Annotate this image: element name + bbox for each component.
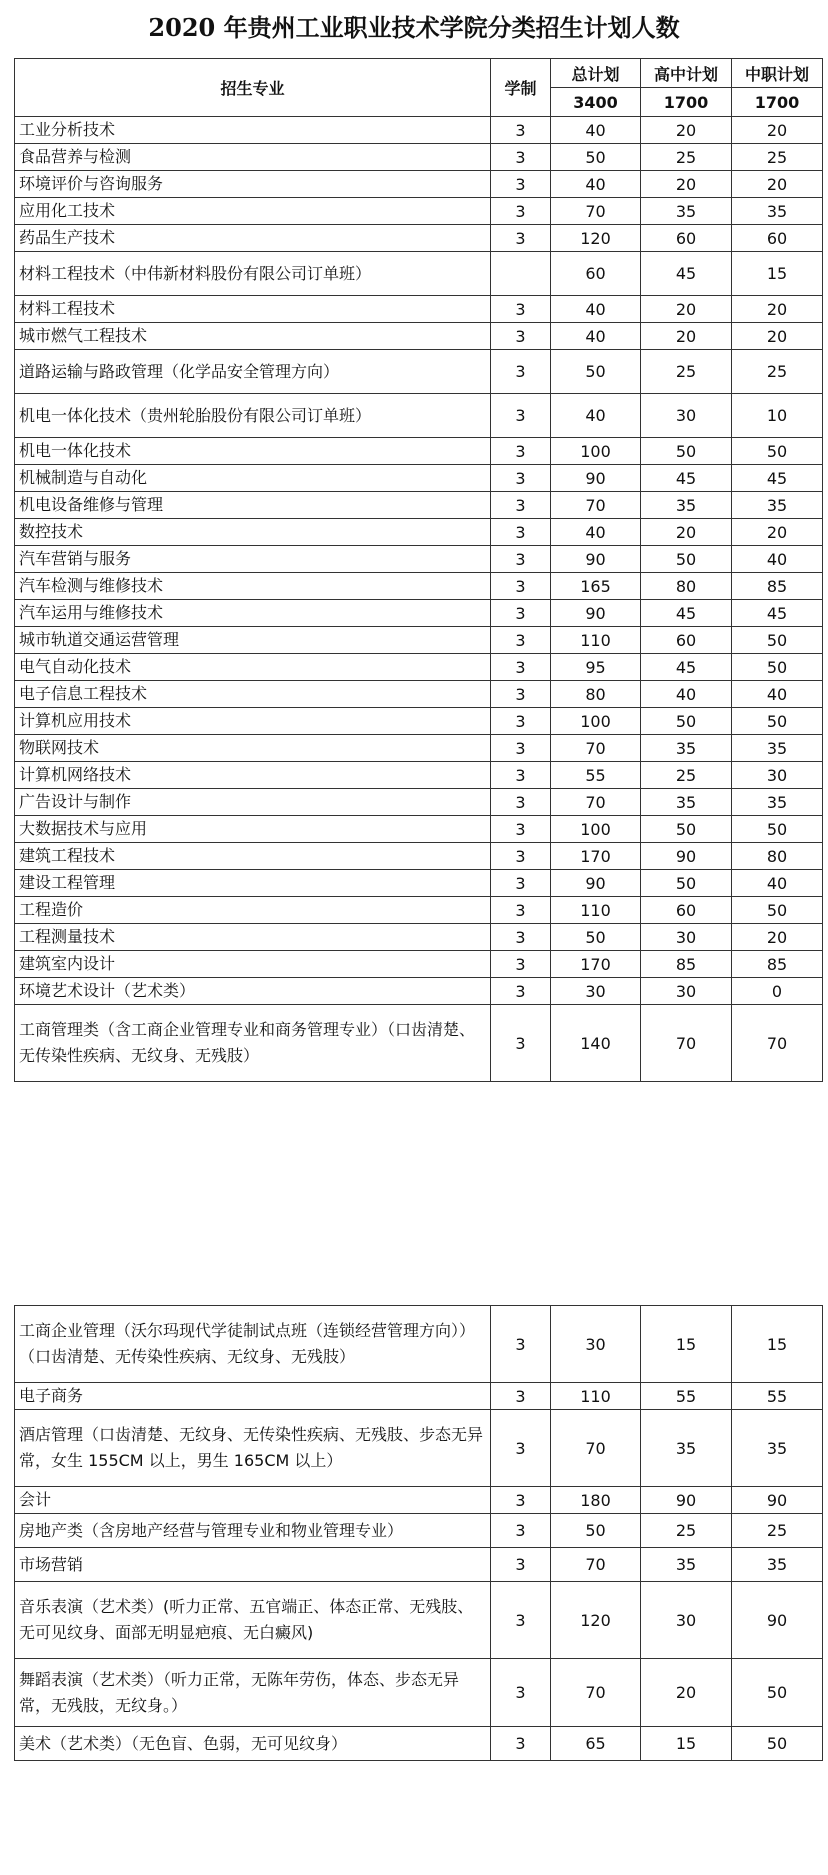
table-row — [15, 252, 823, 296]
major-cell: 汽车运用与维修技术 — [15, 600, 491, 627]
table-row — [15, 350, 823, 394]
total-cell: 40 — [551, 171, 641, 198]
vocational-cell: 35 — [732, 492, 823, 519]
major-cell: 应用化工技术 — [15, 198, 491, 225]
high-school-cell: 50 — [641, 708, 732, 735]
total-cell: 70 — [551, 789, 641, 816]
high-school-cell: 35 — [641, 198, 732, 225]
table-row — [15, 117, 823, 144]
total-cell: 80 — [551, 681, 641, 708]
table-row — [15, 816, 823, 843]
duration-cell: 3 — [491, 1005, 551, 1082]
high-school-cell: 20 — [641, 519, 732, 546]
header-high-school: 高中计划 — [641, 59, 732, 88]
vocational-cell: 50 — [732, 1659, 823, 1727]
high-school-cell: 40 — [641, 681, 732, 708]
high-school-cell: 70 — [641, 1005, 732, 1082]
duration-cell: 3 — [491, 1548, 551, 1582]
table-row — [15, 171, 823, 198]
vocational-cell: 80 — [732, 843, 823, 870]
table-row — [15, 1727, 823, 1761]
high-school-cell: 85 — [641, 951, 732, 978]
high-school-cell: 20 — [641, 1659, 732, 1727]
high-school-cell: 30 — [641, 394, 732, 438]
table-row — [15, 735, 823, 762]
table-row — [15, 627, 823, 654]
high-school-cell: 45 — [641, 600, 732, 627]
major-cell: 机电一体化技术 — [15, 438, 491, 465]
duration-cell: 3 — [491, 600, 551, 627]
vocational-cell: 30 — [732, 762, 823, 789]
duration-cell: 3 — [491, 492, 551, 519]
header-high-sum: 1700 — [641, 88, 732, 117]
duration-cell: 3 — [491, 978, 551, 1005]
total-cell: 40 — [551, 519, 641, 546]
high-school-cell: 50 — [641, 816, 732, 843]
total-cell: 170 — [551, 951, 641, 978]
major-cell: 数控技术 — [15, 519, 491, 546]
high-school-cell: 90 — [641, 1487, 732, 1514]
high-school-cell: 15 — [641, 1306, 732, 1383]
duration-cell: 3 — [491, 1487, 551, 1514]
total-cell: 100 — [551, 708, 641, 735]
duration-cell: 3 — [491, 897, 551, 924]
total-cell: 50 — [551, 1514, 641, 1548]
duration-cell: 3 — [491, 870, 551, 897]
total-cell: 110 — [551, 1383, 641, 1410]
table-row — [15, 897, 823, 924]
vocational-cell: 50 — [732, 897, 823, 924]
vocational-cell: 25 — [732, 144, 823, 171]
table-row — [15, 519, 823, 546]
total-cell: 170 — [551, 843, 641, 870]
header-major: 招生专业 — [15, 59, 491, 117]
total-cell: 50 — [551, 350, 641, 394]
total-cell: 40 — [551, 394, 641, 438]
vocational-cell: 15 — [732, 1306, 823, 1383]
duration-cell: 3 — [491, 519, 551, 546]
major-cell: 环境艺术设计（艺术类） — [15, 978, 491, 1005]
total-cell: 120 — [551, 1582, 641, 1659]
vocational-cell: 45 — [732, 465, 823, 492]
vocational-cell: 40 — [732, 546, 823, 573]
table-row — [15, 708, 823, 735]
major-cell: 汽车营销与服务 — [15, 546, 491, 573]
major-cell: 药品生产技术 — [15, 225, 491, 252]
high-school-cell: 25 — [641, 1514, 732, 1548]
total-cell: 70 — [551, 1548, 641, 1582]
total-cell: 140 — [551, 1005, 641, 1082]
duration-cell: 3 — [491, 1659, 551, 1727]
table-row — [15, 394, 823, 438]
major-cell: 美术（艺术类）（无色盲、色弱，无可见纹身） — [15, 1727, 491, 1761]
duration-cell: 3 — [491, 924, 551, 951]
duration-cell: 3 — [491, 1383, 551, 1410]
total-cell: 180 — [551, 1487, 641, 1514]
vocational-cell: 40 — [732, 681, 823, 708]
table-row — [15, 1582, 823, 1659]
total-cell: 70 — [551, 1410, 641, 1487]
major-cell: 道路运输与路政管理（化学品安全管理方向） — [15, 350, 491, 394]
total-cell: 40 — [551, 296, 641, 323]
major-cell: 环境评价与咨询服务 — [15, 171, 491, 198]
duration-cell: 3 — [491, 789, 551, 816]
major-cell: 工业分析技术 — [15, 117, 491, 144]
high-school-cell: 80 — [641, 573, 732, 600]
total-cell: 50 — [551, 144, 641, 171]
duration-cell: 3 — [491, 654, 551, 681]
total-cell: 90 — [551, 870, 641, 897]
duration-cell: 3 — [491, 144, 551, 171]
vocational-cell: 50 — [732, 627, 823, 654]
major-cell: 材料工程技术 — [15, 296, 491, 323]
duration-cell: 3 — [491, 350, 551, 394]
major-cell: 食品营养与检测 — [15, 144, 491, 171]
table-row — [15, 1548, 823, 1582]
duration-cell: 3 — [491, 465, 551, 492]
vocational-cell: 50 — [732, 438, 823, 465]
major-cell: 建筑室内设计 — [15, 951, 491, 978]
vocational-cell: 60 — [732, 225, 823, 252]
vocational-cell: 45 — [732, 600, 823, 627]
total-cell: 120 — [551, 225, 641, 252]
major-cell: 工商企业管理（沃尔玛现代学徒制试点班（连锁经营管理方向））（口齿清楚、无传染性疾病、无纹身、无残肢） — [15, 1306, 491, 1383]
major-cell: 机电设备维修与管理 — [15, 492, 491, 519]
vocational-cell: 20 — [732, 519, 823, 546]
table-row — [15, 1514, 823, 1548]
major-cell: 电子信息工程技术 — [15, 681, 491, 708]
total-cell: 90 — [551, 600, 641, 627]
high-school-cell: 25 — [641, 762, 732, 789]
table-row — [15, 951, 823, 978]
table-row — [15, 198, 823, 225]
page-title: 2020 年贵州工业职业技术学院分类招生计划人数 — [148, 13, 680, 42]
duration-cell: 3 — [491, 1582, 551, 1659]
major-cell: 城市燃气工程技术 — [15, 323, 491, 350]
duration-cell: 3 — [491, 627, 551, 654]
duration-cell: 3 — [491, 1514, 551, 1548]
vocational-cell: 40 — [732, 870, 823, 897]
vocational-cell: 15 — [732, 252, 823, 296]
duration-cell: 3 — [491, 171, 551, 198]
duration-cell: 3 — [491, 735, 551, 762]
major-cell: 物联网技术 — [15, 735, 491, 762]
total-cell: 165 — [551, 573, 641, 600]
table-row — [15, 438, 823, 465]
header-vocational: 中职计划 — [732, 59, 823, 88]
table-row — [15, 789, 823, 816]
vocational-cell: 50 — [732, 708, 823, 735]
high-school-cell: 55 — [641, 1383, 732, 1410]
major-cell: 建筑工程技术 — [15, 843, 491, 870]
table-row — [15, 1005, 823, 1082]
high-school-cell: 20 — [641, 296, 732, 323]
duration-cell: 3 — [491, 681, 551, 708]
vocational-cell: 50 — [732, 654, 823, 681]
duration-cell: 3 — [491, 546, 551, 573]
header-total: 总计划 — [551, 59, 641, 88]
duration-cell: 3 — [491, 438, 551, 465]
duration-cell: 3 — [491, 1727, 551, 1761]
high-school-cell: 20 — [641, 171, 732, 198]
total-cell: 30 — [551, 1306, 641, 1383]
vocational-cell: 20 — [732, 296, 823, 323]
table-row — [15, 492, 823, 519]
table-row — [15, 1306, 823, 1383]
high-school-cell: 50 — [641, 870, 732, 897]
vocational-cell: 25 — [732, 1514, 823, 1548]
major-cell: 房地产类（含房地产经营与管理专业和物业管理专业） — [15, 1514, 491, 1548]
total-cell: 100 — [551, 438, 641, 465]
total-cell: 40 — [551, 117, 641, 144]
total-cell: 55 — [551, 762, 641, 789]
high-school-cell: 50 — [641, 546, 732, 573]
vocational-cell: 20 — [732, 323, 823, 350]
duration-cell: 3 — [491, 1410, 551, 1487]
major-cell: 机电一体化技术（贵州轮胎股份有限公司订单班） — [15, 394, 491, 438]
high-school-cell: 60 — [641, 627, 732, 654]
major-cell: 城市轨道交通运营管理 — [15, 627, 491, 654]
total-cell: 40 — [551, 323, 641, 350]
total-cell: 100 — [551, 816, 641, 843]
major-cell: 工商管理类（含工商企业管理专业和商务管理专业）（口齿清楚、无传染性疾病、无纹身、无残肢） — [15, 1005, 491, 1082]
header-duration: 学制 — [491, 59, 551, 117]
total-cell: 50 — [551, 924, 641, 951]
major-cell: 建设工程管理 — [15, 870, 491, 897]
duration-cell: 3 — [491, 762, 551, 789]
major-cell: 市场营销 — [15, 1548, 491, 1582]
table-row — [15, 144, 823, 171]
high-school-cell: 15 — [641, 1727, 732, 1761]
major-cell: 工程造价 — [15, 897, 491, 924]
high-school-cell: 60 — [641, 897, 732, 924]
total-cell: 70 — [551, 735, 641, 762]
vocational-cell: 90 — [732, 1582, 823, 1659]
major-cell: 计算机应用技术 — [15, 708, 491, 735]
vocational-cell: 90 — [732, 1487, 823, 1514]
duration-cell: 3 — [491, 394, 551, 438]
table-row — [15, 296, 823, 323]
major-cell: 计算机网络技术 — [15, 762, 491, 789]
duration-cell: 3 — [491, 573, 551, 600]
duration-cell: 3 — [491, 816, 551, 843]
table-row — [15, 681, 823, 708]
high-school-cell: 45 — [641, 654, 732, 681]
total-cell: 70 — [551, 1659, 641, 1727]
enrollment-table-1 — [14, 58, 823, 1082]
high-school-cell: 20 — [641, 117, 732, 144]
vocational-cell: 35 — [732, 789, 823, 816]
table-row — [15, 225, 823, 252]
high-school-cell: 45 — [641, 252, 732, 296]
duration-cell — [491, 252, 551, 296]
high-school-cell: 35 — [641, 735, 732, 762]
vocational-cell: 0 — [732, 978, 823, 1005]
high-school-cell: 25 — [641, 144, 732, 171]
major-cell: 音乐表演（艺术类）(听力正常、五官端正、体态正常、无残肢、无可见纹身、面部无明显疤痕、无白癜风) — [15, 1582, 491, 1659]
total-cell: 90 — [551, 465, 641, 492]
duration-cell: 3 — [491, 843, 551, 870]
major-cell: 酒店管理（口齿清楚、无纹身、无传染性疾病、无残肢、步态无异常，女生 155CM 以上，男生 165CM 以上） — [15, 1410, 491, 1487]
vocational-cell: 20 — [732, 171, 823, 198]
vocational-cell: 20 — [732, 117, 823, 144]
table-row — [15, 323, 823, 350]
high-school-cell: 35 — [641, 492, 732, 519]
high-school-cell: 30 — [641, 924, 732, 951]
high-school-cell: 20 — [641, 323, 732, 350]
high-school-cell: 35 — [641, 1548, 732, 1582]
total-cell: 70 — [551, 492, 641, 519]
vocational-cell: 85 — [732, 573, 823, 600]
total-cell: 110 — [551, 897, 641, 924]
table-row — [15, 465, 823, 492]
table-row — [15, 1487, 823, 1514]
total-cell: 65 — [551, 1727, 641, 1761]
major-cell: 电子商务 — [15, 1383, 491, 1410]
major-cell: 会计 — [15, 1487, 491, 1514]
major-cell: 材料工程技术（中伟新材料股份有限公司订单班） — [15, 252, 491, 296]
duration-cell: 3 — [491, 296, 551, 323]
major-cell: 舞蹈表演（艺术类）（听力正常，无陈年劳伤，体态、步态无异常，无残肢，无纹身。） — [15, 1659, 491, 1727]
table-row — [15, 1410, 823, 1487]
table-row — [15, 546, 823, 573]
duration-cell: 3 — [491, 225, 551, 252]
high-school-cell: 90 — [641, 843, 732, 870]
major-cell: 汽车检测与维修技术 — [15, 573, 491, 600]
high-school-cell: 35 — [641, 1410, 732, 1487]
vocational-cell: 70 — [732, 1005, 823, 1082]
table-row — [15, 600, 823, 627]
table-row — [15, 1383, 823, 1410]
total-cell: 90 — [551, 546, 641, 573]
major-cell: 工程测量技术 — [15, 924, 491, 951]
major-cell: 机械制造与自动化 — [15, 465, 491, 492]
vocational-cell: 55 — [732, 1383, 823, 1410]
high-school-cell: 30 — [641, 1582, 732, 1659]
table-row — [15, 978, 823, 1005]
major-cell: 电气自动化技术 — [15, 654, 491, 681]
duration-cell: 3 — [491, 117, 551, 144]
enrollment-table-2 — [14, 1305, 823, 1761]
header-voc-sum: 1700 — [732, 88, 823, 117]
vocational-cell: 20 — [732, 924, 823, 951]
header-total-sum: 3400 — [551, 88, 641, 117]
vocational-cell: 35 — [732, 1410, 823, 1487]
total-cell: 70 — [551, 198, 641, 225]
duration-cell: 3 — [491, 198, 551, 225]
high-school-cell: 60 — [641, 225, 732, 252]
table-row — [15, 843, 823, 870]
vocational-cell: 50 — [732, 1727, 823, 1761]
vocational-cell: 85 — [732, 951, 823, 978]
total-cell: 110 — [551, 627, 641, 654]
total-cell: 60 — [551, 252, 641, 296]
duration-cell: 3 — [491, 708, 551, 735]
duration-cell: 3 — [491, 323, 551, 350]
table-row — [15, 573, 823, 600]
duration-cell: 3 — [491, 1306, 551, 1383]
duration-cell: 3 — [491, 951, 551, 978]
vocational-cell: 50 — [732, 816, 823, 843]
vocational-cell: 25 — [732, 350, 823, 394]
table-row — [15, 924, 823, 951]
total-cell: 95 — [551, 654, 641, 681]
table-row — [15, 762, 823, 789]
major-cell: 广告设计与制作 — [15, 789, 491, 816]
high-school-cell: 30 — [641, 978, 732, 1005]
high-school-cell: 25 — [641, 350, 732, 394]
total-cell: 30 — [551, 978, 641, 1005]
major-cell: 大数据技术与应用 — [15, 816, 491, 843]
vocational-cell: 35 — [732, 1548, 823, 1582]
table-row — [15, 1659, 823, 1727]
table-row — [15, 654, 823, 681]
high-school-cell: 35 — [641, 789, 732, 816]
vocational-cell: 35 — [732, 198, 823, 225]
vocational-cell: 35 — [732, 735, 823, 762]
high-school-cell: 45 — [641, 465, 732, 492]
table-row — [15, 870, 823, 897]
vocational-cell: 10 — [732, 394, 823, 438]
high-school-cell: 50 — [641, 438, 732, 465]
